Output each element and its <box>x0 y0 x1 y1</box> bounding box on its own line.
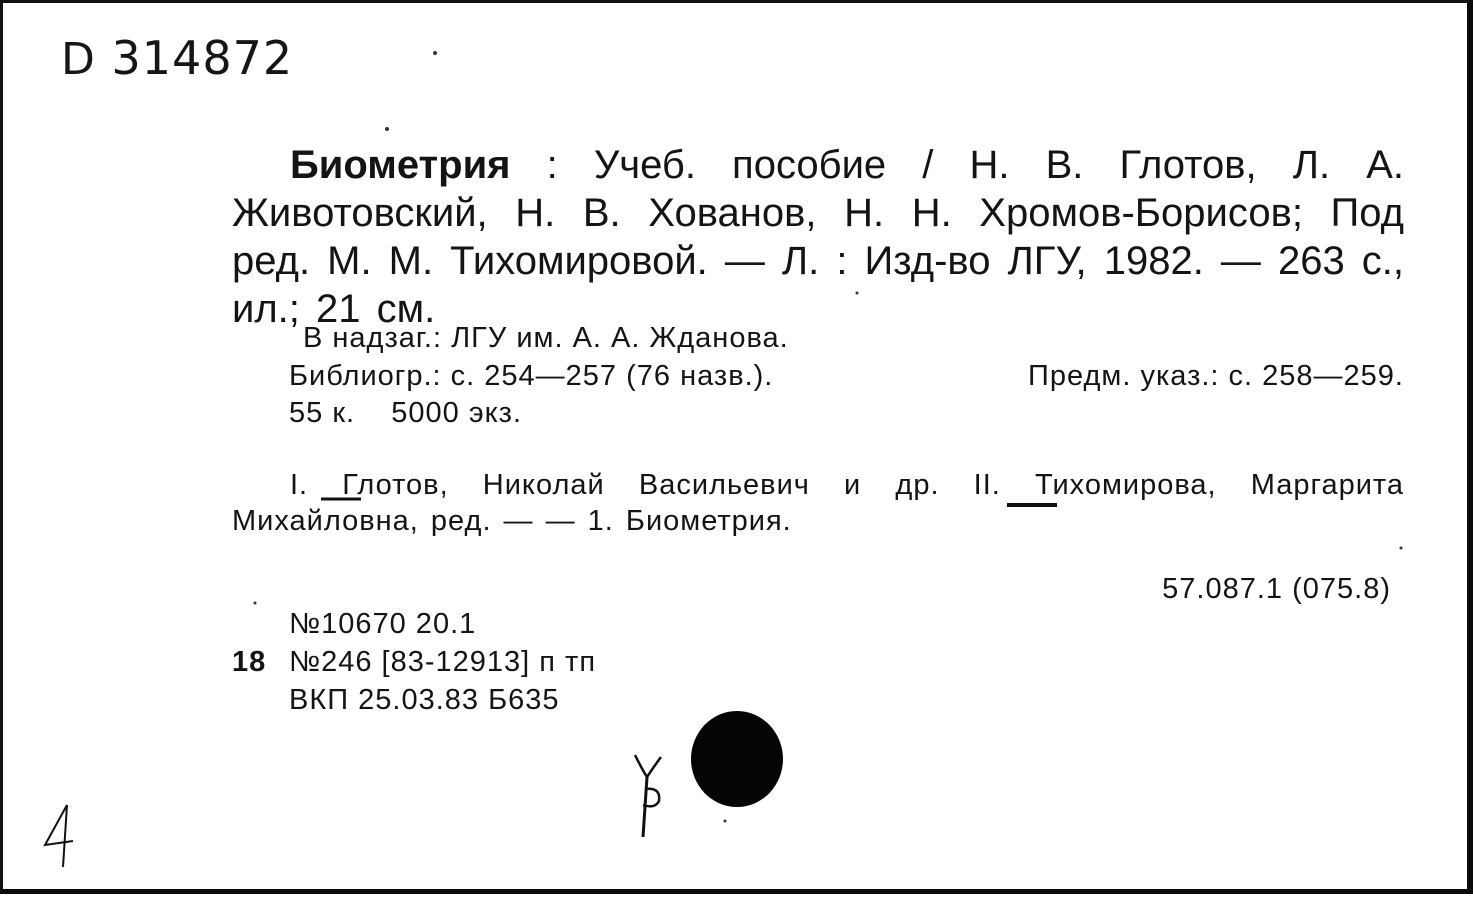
service-lead-number: 18 <box>232 646 267 678</box>
note-subject-index: Предм. указ.: с. 258—259. <box>1028 360 1404 392</box>
tracings: I. Глотов, Николай Васильевич и др. II. Тихомирова, Маргарита Михайловна, ред. — — 1. Биометрия. <box>232 469 1404 537</box>
ink-stamp-dot <box>691 711 783 807</box>
note-header-title: В надзаг.: ЛГУ им. А. А. Жданова. <box>303 322 789 354</box>
service-vkp-date: ВКП 25.03.83 Б635 <box>289 684 560 716</box>
udc-classification: 57.087.1 (075.8) <box>1162 573 1391 605</box>
note-bibliography: Библиогр.: с. 254—257 (76 назв.). <box>289 360 774 392</box>
main-entry-description: : Учеб. пособие / Н. В. Глотов, Л. А. Животовский, Н. В. Хованов, Н. Н. Хромов-Борисов; Под ред. М. М. Тихомировой. — Л. : Изд-во ЛГУ, 1982. — 263 с., ил.; 21 см. <box>232 143 1404 331</box>
call-number-fund-mark: D <box>61 34 96 85</box>
handwritten-mark-f-icon <box>625 749 675 841</box>
service-registration: №246 [83-12913] п тп <box>289 646 597 678</box>
service-order-number: №10670 20.1 <box>289 608 477 640</box>
handwritten-mark-4-icon <box>37 801 87 871</box>
note-price-print-run: 55 к. 5000 экз. <box>289 397 523 429</box>
main-entry-title: Биометрия <box>290 143 511 187</box>
call-number-value: 314872 <box>111 31 294 85</box>
